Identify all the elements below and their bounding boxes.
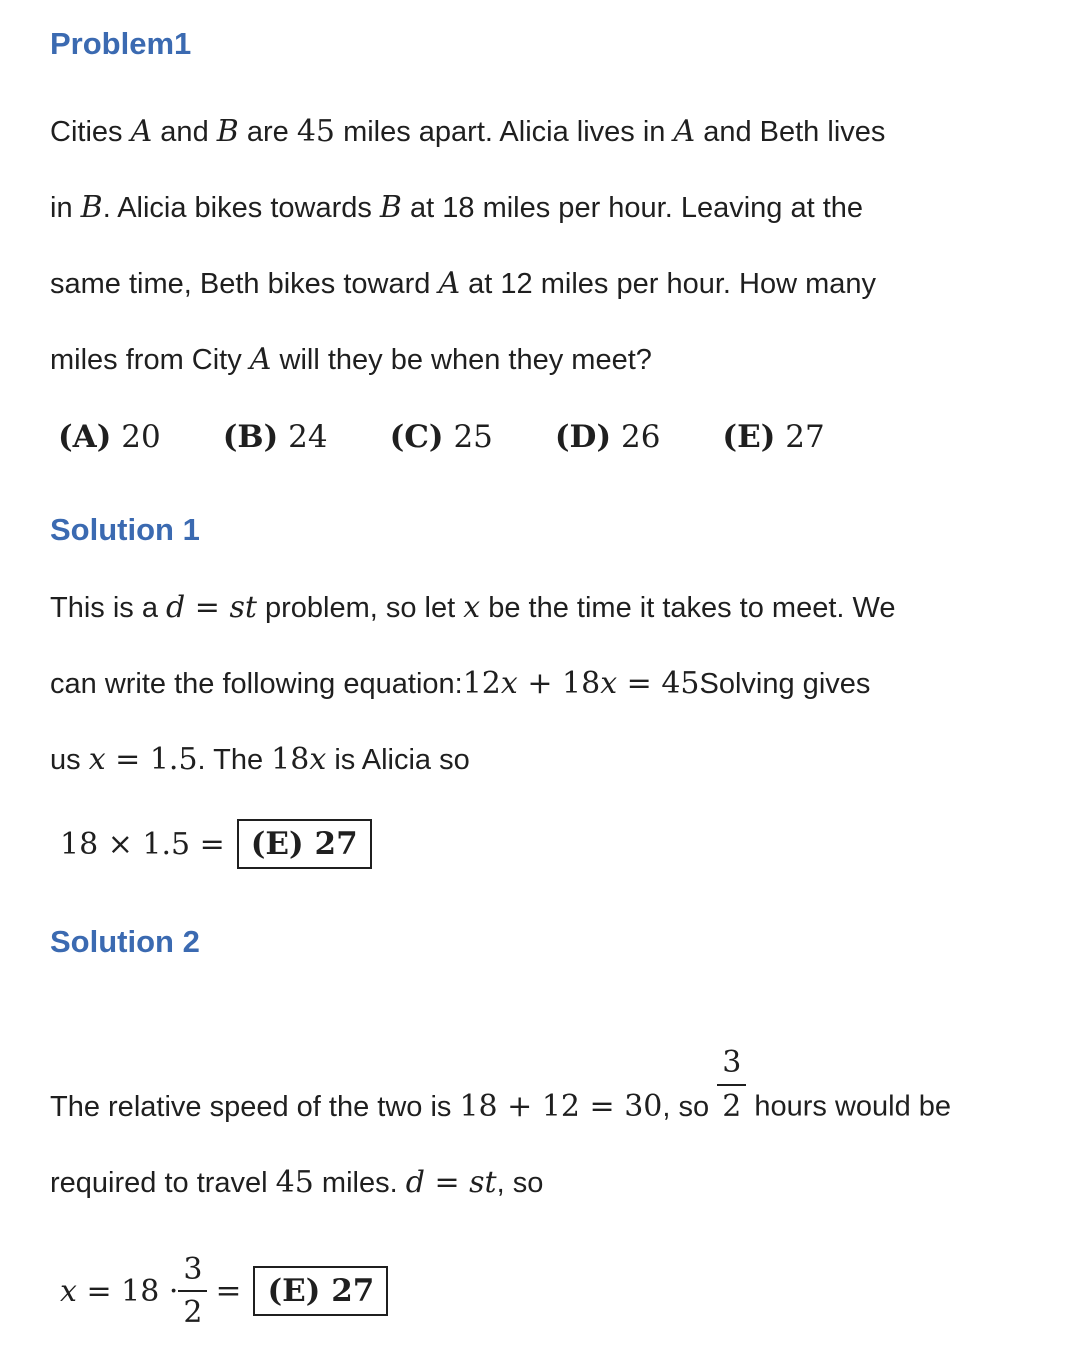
text-segment: problem, so let [256,592,464,624]
text-segment: st [469,1164,497,1200]
text-segment: at 12 miles per hour. How many [460,268,876,300]
text-line [50,170,1030,246]
text-segment: 18 + 12 = 30 [459,1088,663,1124]
text-segment: , so [496,1166,544,1199]
text-segment: B [80,190,103,225]
text-segment: = [424,1164,470,1200]
text-segment: This is a [50,592,167,624]
text-segment: B [216,114,239,149]
text-segment: The relative speed of the two is [50,1090,460,1123]
fraction-denominator: 2 [183,1295,203,1330]
text-segment: x [309,742,327,777]
text-segment: same time, Beth bikes toward [50,268,439,300]
text-segment: miles from City [50,344,250,376]
answer-choice [722,414,824,460]
text-line [50,646,1030,722]
text-segment: x [600,666,618,701]
text-segment: 18 [271,742,310,777]
text-line [50,94,1030,170]
choice-label: (B) [222,419,279,455]
text-segment: x [60,1274,77,1309]
text-segment: miles. [313,1166,406,1199]
text-segment: B [379,190,402,225]
text-segment: 45 [296,114,336,149]
text-segment: = 1.5 [105,742,198,777]
fraction-denominator: 2 [722,1088,742,1124]
text-segment: d [166,590,186,625]
text-segment: A [249,342,272,377]
answer-choice [390,414,493,460]
equals-sign: = [215,1273,242,1309]
choice-value: 27 [785,419,825,455]
text-segment: required to travel [50,1166,276,1199]
text-segment: 18 × 1.5 = [60,827,225,862]
text-segment: , so [662,1090,718,1123]
text-segment: . The [197,744,272,776]
text-segment: 12 [462,666,501,701]
text-line [50,1145,1030,1221]
text-segment: and Beth lives [695,116,886,148]
fraction-numerator: 3 [178,1251,207,1293]
solution1-heading: Solution 1 [50,512,200,547]
text-line [50,322,1030,398]
text-line [50,246,1030,322]
problem-paragraph [50,94,1030,398]
solution1-equation [50,816,1030,872]
text-run [50,1088,718,1124]
text-segment: A [438,266,461,301]
text-segment: will they be when they meet? [271,344,652,376]
text-run [746,1091,951,1123]
text-line [50,570,1030,646]
fraction [717,1044,746,1125]
text-segment: st [229,590,257,625]
text-segment: A [673,114,696,149]
problem-heading: Problem1 [50,26,192,61]
choice-value: 20 [121,419,161,455]
text-segment: and [152,116,217,148]
text-segment: us [50,744,89,776]
answer-choices [50,414,1030,460]
text-segment: x [500,666,518,701]
choice-label: (A) [58,419,112,455]
text-segment: . Alicia bikes towards [102,192,380,224]
text-segment: is Alicia so [326,744,470,776]
choice-label: (C) [389,419,444,455]
text-segment: hours would be [746,1090,952,1123]
equation-lhs [60,1273,178,1309]
choice-label: (D) [554,419,612,455]
text-segment: = 45 [617,666,700,701]
answer-choice [223,414,328,460]
text-segment: in [50,192,81,224]
text-segment: be the time it takes to meet. We [480,592,896,624]
text-segment: = 18 · [76,1274,179,1309]
fraction-numerator: 3 [717,1044,746,1086]
choice-value: 24 [288,419,328,455]
text-segment: A [130,114,153,149]
fraction [178,1251,207,1332]
text-segment: x [463,590,481,625]
choice-label: (E) [722,419,776,455]
solution2-equation [50,1251,1030,1332]
text-segment: 45 [275,1164,314,1200]
text-segment: = [185,590,230,625]
choice-value: 26 [620,419,661,455]
solution2-paragraph [50,1044,1030,1221]
text-segment: miles apart. Alicia lives in [335,116,674,148]
answer-choice [555,414,661,460]
text-segment: x [88,742,106,777]
solution2-heading: Solution 2 [50,924,200,959]
solution1-paragraph [50,570,1030,798]
text-segment: + 18 [517,666,601,701]
text-segment: are [238,116,297,148]
boxed-answer: (E) 27 [253,1266,388,1316]
text-segment: at 18 miles per hour. Leaving at the [401,192,864,224]
equation-lhs [60,826,225,862]
choice-value: 25 [453,419,493,455]
text-segment: Cities [50,116,131,148]
answer-choice [58,414,161,460]
text-line [50,1044,1030,1145]
text-segment: Solving gives [699,668,871,700]
text-segment: can write the following equation: [50,668,463,700]
boxed-answer: (E) 27 [237,819,372,869]
text-segment: d [405,1164,425,1200]
text-line [50,722,1030,798]
